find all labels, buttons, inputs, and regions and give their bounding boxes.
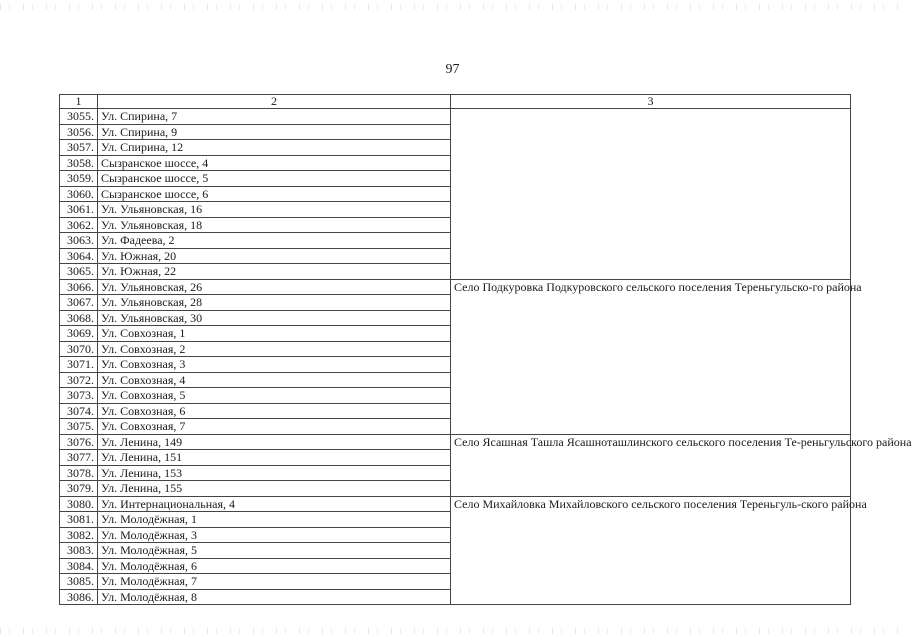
row-number: 3060. bbox=[60, 186, 98, 202]
settlement-cell: Село Ясашная Ташла Ясашноташлинского сельского поселения Те-реньгульского района bbox=[451, 434, 851, 496]
row-address: Ул. Молодёжная, 3 bbox=[98, 527, 451, 543]
page-number: 97 bbox=[445, 62, 460, 77]
row-address: Ул. Совхозная, 7 bbox=[98, 419, 451, 435]
row-number: 3086. bbox=[60, 589, 98, 605]
row-number: 3081. bbox=[60, 512, 98, 528]
row-address: Сызранское шоссе, 6 bbox=[98, 186, 451, 202]
row-number: 3061. bbox=[60, 202, 98, 218]
row-address: Ул. Ленина, 153 bbox=[98, 465, 451, 481]
row-address: Ул. Ульяновская, 30 bbox=[98, 310, 451, 326]
settlement-cell bbox=[451, 109, 851, 280]
row-number: 3059. bbox=[60, 171, 98, 187]
row-number: 3080. bbox=[60, 496, 98, 512]
row-address: Ул. Совхозная, 1 bbox=[98, 326, 451, 342]
row-address: Ул. Ульяновская, 28 bbox=[98, 295, 451, 311]
row-address: Ул. Южная, 20 bbox=[98, 248, 451, 264]
row-number: 3082. bbox=[60, 527, 98, 543]
row-number: 3065. bbox=[60, 264, 98, 280]
row-address: Ул. Ленина, 149 bbox=[98, 434, 451, 450]
table-header-row bbox=[60, 95, 851, 109]
row-number: 3075. bbox=[60, 419, 98, 435]
row-address: Ул. Совхозная, 3 bbox=[98, 357, 451, 373]
column-header-address: 2 bbox=[98, 95, 451, 109]
row-address: Ул. Спирина, 7 bbox=[98, 109, 451, 125]
row-address: Ул. Интернациональная, 4 bbox=[98, 496, 451, 512]
row-number: 3079. bbox=[60, 481, 98, 497]
row-number: 3066. bbox=[60, 279, 98, 295]
row-number: 3070. bbox=[60, 341, 98, 357]
row-address: Ул. Фадеева, 2 bbox=[98, 233, 451, 249]
row-number: 3083. bbox=[60, 543, 98, 559]
row-address: Ул. Молодёжная, 7 bbox=[98, 574, 451, 590]
row-number: 3058. bbox=[60, 155, 98, 171]
row-address: Ул. Молодёжная, 8 bbox=[98, 589, 451, 605]
table-row bbox=[60, 496, 851, 512]
row-number: 3084. bbox=[60, 558, 98, 574]
row-address: Сызранское шоссе, 4 bbox=[98, 155, 451, 171]
row-number: 3068. bbox=[60, 310, 98, 326]
row-number: 3073. bbox=[60, 388, 98, 404]
column-header-number: 1 bbox=[60, 95, 98, 109]
settlement-cell: Село Подкуровка Подкуровского сельского поселения Тереньгульско-го района bbox=[451, 279, 851, 434]
row-address: Ул. Спирина, 12 bbox=[98, 140, 451, 156]
row-address: Ул. Молодёжная, 5 bbox=[98, 543, 451, 559]
row-address: Сызранское шоссе, 5 bbox=[98, 171, 451, 187]
row-number: 3063. bbox=[60, 233, 98, 249]
table-body bbox=[60, 109, 912, 605]
row-number: 3076. bbox=[60, 434, 98, 450]
row-number: 3078. bbox=[60, 465, 98, 481]
row-number: 3067. bbox=[60, 295, 98, 311]
settlement-cell: Село Михайловка Михайловского сельского поселения Тереньгуль-ского района bbox=[451, 496, 851, 605]
scan-noise-bottom bbox=[0, 628, 905, 634]
row-address: Ул. Совхозная, 2 bbox=[98, 341, 451, 357]
row-address: Ул. Ульяновская, 26 bbox=[98, 279, 451, 295]
row-address: Ул. Молодёжная, 1 bbox=[98, 512, 451, 528]
row-number: 3072. bbox=[60, 372, 98, 388]
row-number: 3085. bbox=[60, 574, 98, 590]
row-number: 3056. bbox=[60, 124, 98, 140]
row-address: Ул. Ульяновская, 18 bbox=[98, 217, 451, 233]
row-number: 3074. bbox=[60, 403, 98, 419]
row-address: Ул. Южная, 22 bbox=[98, 264, 451, 280]
scan-noise-top bbox=[0, 4, 905, 10]
table-row bbox=[60, 279, 851, 295]
table-row bbox=[60, 109, 851, 125]
row-address: Ул. Ульяновская, 16 bbox=[98, 202, 451, 218]
row-address: Ул. Ленина, 151 bbox=[98, 450, 451, 466]
row-number: 3069. bbox=[60, 326, 98, 342]
address-table bbox=[59, 94, 912, 605]
row-address: Ул. Совхозная, 5 bbox=[98, 388, 451, 404]
row-number: 3071. bbox=[60, 357, 98, 373]
row-number: 3057. bbox=[60, 140, 98, 156]
row-address: Ул. Спирина, 9 bbox=[98, 124, 451, 140]
row-number: 3064. bbox=[60, 248, 98, 264]
row-number: 3062. bbox=[60, 217, 98, 233]
row-number: 3055. bbox=[60, 109, 98, 125]
row-address: Ул. Молодёжная, 6 bbox=[98, 558, 451, 574]
row-address: Ул. Совхозная, 6 bbox=[98, 403, 451, 419]
row-address: Ул. Ленина, 155 bbox=[98, 481, 451, 497]
table-row bbox=[60, 434, 851, 450]
column-header-location: 3 bbox=[451, 95, 851, 109]
row-address: Ул. Совхозная, 4 bbox=[98, 372, 451, 388]
row-number: 3077. bbox=[60, 450, 98, 466]
